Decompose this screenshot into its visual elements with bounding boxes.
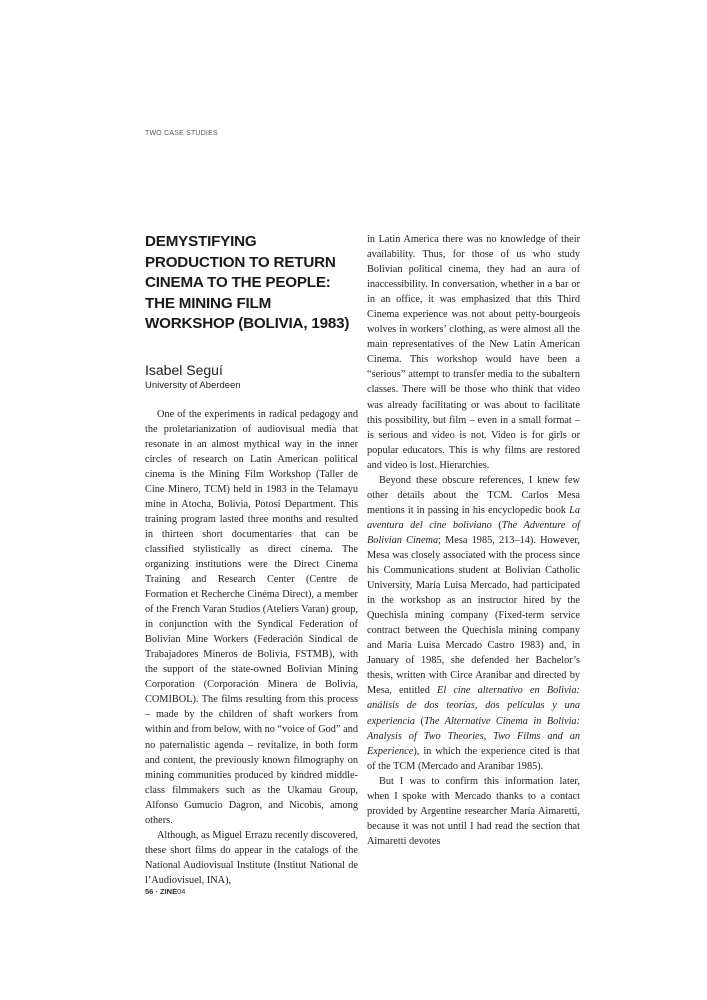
author-affiliation: University of Aberdeen bbox=[145, 379, 241, 391]
book-title-spanish: La aventura del cine boliviano bbox=[367, 504, 580, 531]
author-name: Isabel Seguí bbox=[145, 361, 223, 378]
footer-separator: · bbox=[153, 887, 161, 896]
p4-text-d: ( bbox=[415, 715, 424, 727]
column-left bbox=[145, 232, 358, 888]
p4-text-b: ( bbox=[491, 519, 502, 531]
p4-text-c: ; Mesa 1985, 213–14). However, Mesa was closely associated with the process since his Communications student at Bolivian Catholic University, María Luisa Mercado, had participated in the workshop as an instructor hired by the Quechisla mining company (Fixed-term service contract between the Quechisla mining company and María Luisa Mercado Castro 1983) and, in January of 1985, she defended her Bachelor’s thesis, written with Circe Aranibar and directed by Mesa, entitled bbox=[367, 534, 580, 697]
paragraph-5: But I was to confirm this information later, when I spoke with Mercado thanks to a contact provided by Argentine researcher María Aimaretti, because it was not until I had read the section that Aimaretti devotes bbox=[367, 775, 580, 847]
p4-text-e: ), in which the experience cited is that of the TCM (Mercado and Aranibar 1985). bbox=[367, 745, 580, 772]
column-right bbox=[367, 232, 580, 849]
paragraph-2: Although, as Miguel Errazu recently discovered, these short films do appear in the catalogs of the National Audiovisual Institute (Institut National de l’Audiovisuel, INA), bbox=[145, 829, 358, 886]
article-title: DEMYSTIFYING PRODUCTION TO RETURN CINEMA TO THE PEOPLE: THE MINING FILM WORKSHOP (BOLIVIA, 1983) bbox=[145, 233, 350, 332]
book-title-english: The Adventure of Bolivian Cinema bbox=[367, 519, 580, 546]
paragraph-3: in Latin America there was no knowledge of their availability. Thus, for those of us who study Bolivian political cinema, they had an aura of inaccessibility. In conversation, whether in a bar or in an office, it was emphasized that this Third Cinema experience was not about petty-bourgeois wolves in workers’ clothing, as were almost all the main representatives of the New Latin American Cinema. This workshop would have been a “serious” attempt to transfer media to the subaltern classes. There will be those who think that video was already facilitating or was about to facilitate this possibility, but film – even in a small format – is serious and video is not. Video is for girls or popular educators. This is why films are restored and video is lost. Hierarchies. bbox=[367, 234, 580, 471]
paragraph-4 bbox=[367, 473, 580, 774]
paragraph-1: One of the experiments in radical pedagogy and the proletarianization of audiovisual media that resonate in an almost mythical way in the inner circles of research on Latin American political cinema is the Mining Film Workshop (Taller de Cine Minero, TCM) held in 1983 in the Telamayu mine in Atocha, Bolivia, Potosí Department. This training program lasted three months and resulted in thirteen short documentaries that can be classified stylistically as direct cinema. The organizing institutions were the Direct Cinema Training and Research Center (Centre de Formation et Recherche Cinéma Direct), a member of the French Varan Studios (Ateliers Varan) group, in conjunction with the Syndical Federation of Bolivian Mine Workers (Federación Sindical de Trabajadores Mineros de Bolivia, FSTMB), with the support of the state-owned Bolivian Mining Corporation (Corporación Minera de Bolivia, COMIBOL). The films resulting from this process – made by the children of shaft workers from within and from below, with no “voice of God” and no paternalistic agenda – revitalize, in both form and content, the previously known filmography on mining communities produced by kindred middle-class filmmakers such as the Ukamau Group, Alfonso Gumucio Dagron, and Nicobis, among others. bbox=[145, 408, 358, 826]
page-footer bbox=[145, 887, 185, 896]
page-number: 56 bbox=[145, 887, 154, 896]
journal-name: ZINE bbox=[160, 887, 178, 896]
issue-number: 04 bbox=[177, 887, 186, 896]
p4-text-a: Beyond these obscure references, I knew few other details about the TCM. Carlos Mesa mentions it in passing in his encyclopedic book bbox=[367, 474, 580, 516]
section-label: TWO CASE STUDIES bbox=[145, 130, 218, 137]
thesis-title-spanish: El cine alternativo en Bolivia: análisis de dos teorías, dos películas y una experiencia bbox=[367, 685, 580, 727]
thesis-title-english: The Alternative Cinema in Bolivia: Analysis of Two Theories, Two Films and an Experience bbox=[367, 715, 581, 757]
